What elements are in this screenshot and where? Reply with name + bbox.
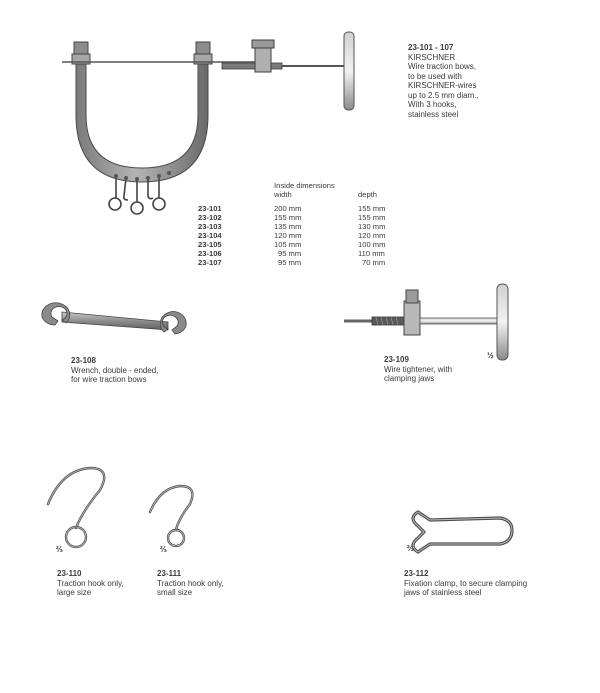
hook-small-code: 23-111: [157, 569, 182, 578]
wrench-line: Wrench, double - ended,: [71, 365, 159, 375]
row-width: 120 mm: [274, 231, 302, 240]
hook-small-line: Traction hook only,: [157, 578, 224, 588]
bow-line: With 3 hooks,: [408, 100, 457, 109]
row-depth: 110 mm: [358, 249, 385, 258]
row-width: 200 mm: [274, 204, 302, 213]
width-label: width: [274, 190, 292, 199]
depth-label: depth: [358, 190, 378, 199]
row-width: 105 mm: [274, 240, 302, 249]
row-code: 23-101: [198, 204, 222, 213]
row-code: 23-103: [198, 222, 222, 231]
tightener-line: clamping jaws: [384, 374, 435, 383]
bow-line: to be used with: [408, 71, 462, 81]
dimensions-heading: Inside dimensions: [274, 181, 335, 190]
clamp-line: jaws of stainless steel: [404, 588, 482, 597]
clamp-description: [404, 569, 527, 598]
row-depth: 120 mm: [358, 231, 386, 240]
hook-large-code: 23-110: [57, 569, 82, 578]
tightener-line: Wire tightener, with: [384, 364, 453, 374]
hook-large-line: large size: [57, 588, 92, 597]
hook-large-line: Traction hook only,: [57, 578, 124, 588]
row-code: 23-105: [198, 240, 222, 249]
tightener-scale: ½: [487, 351, 494, 360]
clamp-scale: ⅔: [407, 544, 414, 553]
hook-small-line: small size: [157, 588, 193, 597]
tightener-code: 23-109: [384, 355, 409, 364]
row-width: 95 mm: [278, 258, 302, 267]
row-depth: 155 mm: [358, 204, 386, 213]
row-width: 155 mm: [274, 213, 302, 222]
wrench-line: for wire traction bows: [71, 375, 147, 384]
bow-code: 23-101 - 107: [408, 43, 454, 52]
bow-line: KIRSCHNER: [408, 52, 456, 62]
bow-line: Wire traction bows,: [408, 62, 477, 71]
hook-large-scale: ⅔: [56, 545, 63, 554]
row-code: 23-102: [198, 213, 222, 222]
row-code: 23-107: [198, 258, 222, 267]
bow-line: up to 2.5 mm diam.,: [408, 90, 479, 100]
row-width: 95 mm: [278, 249, 302, 258]
row-depth: 70 mm: [362, 258, 386, 267]
row-depth: 130 mm: [358, 222, 386, 231]
clamp-line: Fixation clamp, to secure clamping: [404, 578, 528, 588]
row-code: 23-106: [198, 249, 222, 258]
row-depth: 155 mm: [358, 213, 386, 222]
hook-small-scale: ⅔: [160, 545, 167, 554]
clamp-code: 23-112: [404, 569, 429, 578]
row-code: 23-104: [198, 231, 222, 240]
row-depth: 100 mm: [358, 240, 386, 249]
row-width: 135 mm: [274, 222, 302, 231]
bow-line: stainless steel: [408, 109, 459, 119]
bow-line: KIRSCHNER-wires: [408, 81, 477, 90]
wrench-code: 23-108: [71, 356, 96, 365]
